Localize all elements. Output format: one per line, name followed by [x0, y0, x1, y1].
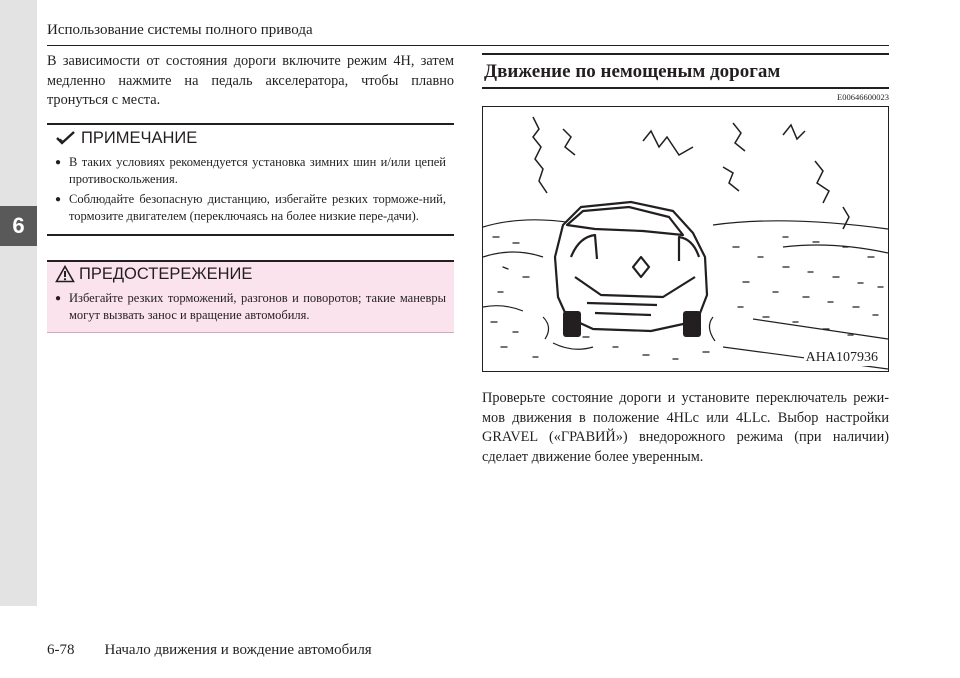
reference-code: E00646600023: [837, 92, 889, 102]
note-item: [55, 154, 446, 189]
warning-item-text: Избегайте резких торможений, разгонов и поворотов; такие маневры могут вызвать занос и вращение автомобиля.: [69, 290, 446, 322]
intro-paragraph: В зависимости от состояния дороги включите режим 4H, затем медленно нажмите на педаль акселератора, чтобы плавно тронуться с места.: [47, 53, 454, 108]
note-check-icon: [55, 130, 77, 146]
chapter-badge: 6: [0, 206, 37, 246]
illustration-frame: [482, 106, 889, 372]
note-title: ПРИМЕЧАНИЕ: [81, 128, 198, 147]
warning-title-row: [55, 265, 446, 284]
page-number: 6-78: [47, 642, 75, 658]
header-rule: [47, 45, 889, 46]
right-column: [482, 52, 889, 467]
note-title-row: [55, 129, 446, 148]
side-tab: [0, 0, 37, 606]
figure-code: AHA107936: [805, 350, 878, 365]
warning-item: [55, 290, 446, 325]
running-header: Использование системы полного привода: [47, 22, 313, 38]
page-footer: [47, 642, 372, 659]
warning-box: [47, 260, 454, 333]
note-box: [47, 123, 454, 236]
section-heading: Движение по немощеным дорогам: [482, 53, 889, 89]
warning-triangle-icon: [55, 265, 75, 283]
note-item-text: В таких условиях рекомендуется установка зимних шин и/или цепей противоскольжения.: [69, 154, 446, 186]
bullet-icon: ●: [55, 292, 62, 304]
bullet-icon: ●: [55, 156, 62, 168]
bullet-icon: ●: [55, 193, 62, 205]
footer-chapter-title: Начало движения и вождение автомобиля: [104, 642, 372, 658]
left-column: [47, 52, 454, 333]
offroad-paragraph: Проверьте состояние дороги и установите переключатель режи-мов движения в положение 4HLc или 4LLc. Выбор настройки GRAVEL («ГРАВИЙ») внедорожного режима (при наличии) сделает движение более уверенным.: [482, 390, 889, 465]
warning-title: ПРЕДОСТЕРЕЖЕНИЕ: [79, 264, 253, 283]
note-item: [55, 191, 446, 226]
note-item-text: Соблюдайте безопасную дистанцию, избегайте резких торможе-ний, тормозите двигателем (переключаясь на более низкие пере-дачи).: [69, 191, 446, 223]
offroad-car-illustration: [483, 107, 888, 371]
